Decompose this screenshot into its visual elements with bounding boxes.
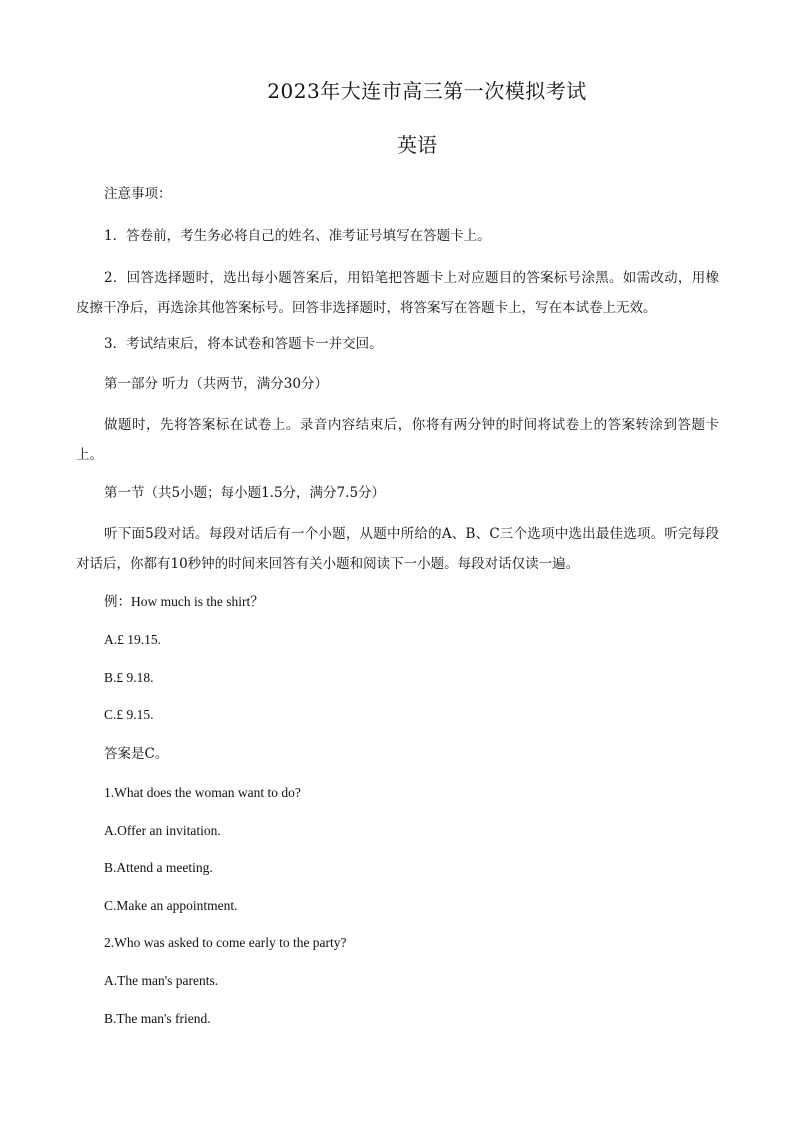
notice-item-3: 3．考试结束后，将本试卷和答题卡一并交回。 — [104, 336, 383, 352]
notice-heading: 注意事项： — [104, 186, 172, 202]
question-1-option-a: A.Offer an invitation. — [104, 823, 221, 838]
question-2-option-b: B.The man's friend. — [104, 1011, 211, 1026]
example-question: 例：How much is the shirt？ — [104, 594, 264, 609]
example-option-b: B.£ 9.18. — [104, 670, 154, 685]
section1-heading: 第一节（共5小题；每小题1.5分，满分7.5分） — [104, 485, 386, 501]
section1-instruction: 听下面5段对话。每段对话后有一个小题，从题中所给的A、B、C三个选项中选出最佳选项。听完每段对话后，你都有10秒钟的时间来回答有关小题和阅读下一小题。每段对话仅读一遍。 — [76, 526, 719, 572]
part1-heading: 第一部分 听力（共两节，满分30分） — [104, 376, 328, 392]
question-2: 2.Who was asked to come early to the party? — [104, 935, 347, 950]
notice-item-1: 1．答卷前，考生务必将自己的姓名、准考证号填写在答题卡上。 — [104, 228, 491, 244]
example-option-c: C.£ 9.15. — [104, 707, 154, 722]
example-option-a: A.£ 19.15. — [104, 632, 161, 647]
question-1-option-b: B.Attend a meeting. — [104, 860, 213, 875]
part1-instruction: 做题时，先将答案标在试卷上。录音内容结束后，你将有两分钟的时间将试卷上的答案转涂到答题卡上。 — [76, 417, 719, 463]
exam-subject: 英语 — [397, 133, 437, 157]
question-1-option-c: C.Make an appointment. — [104, 898, 238, 913]
question-2-option-a: A.The man's parents. — [104, 973, 219, 988]
exam-title: 2023年大连市高三第一次模拟考试 — [267, 79, 587, 103]
question-1: 1.What does the woman want to do? — [104, 785, 301, 800]
notice-item-2: 2．回答选择题时，选出每小题答案后，用铅笔把答题卡上对应题目的答案标号涂黑。如需改动，用橡皮擦干净后，再选涂其他答案标号。回答非选择题时，将答案写在答题卡上，写在本试卷上无效。 — [76, 270, 719, 316]
example-answer: 答案是C。 — [104, 746, 169, 762]
